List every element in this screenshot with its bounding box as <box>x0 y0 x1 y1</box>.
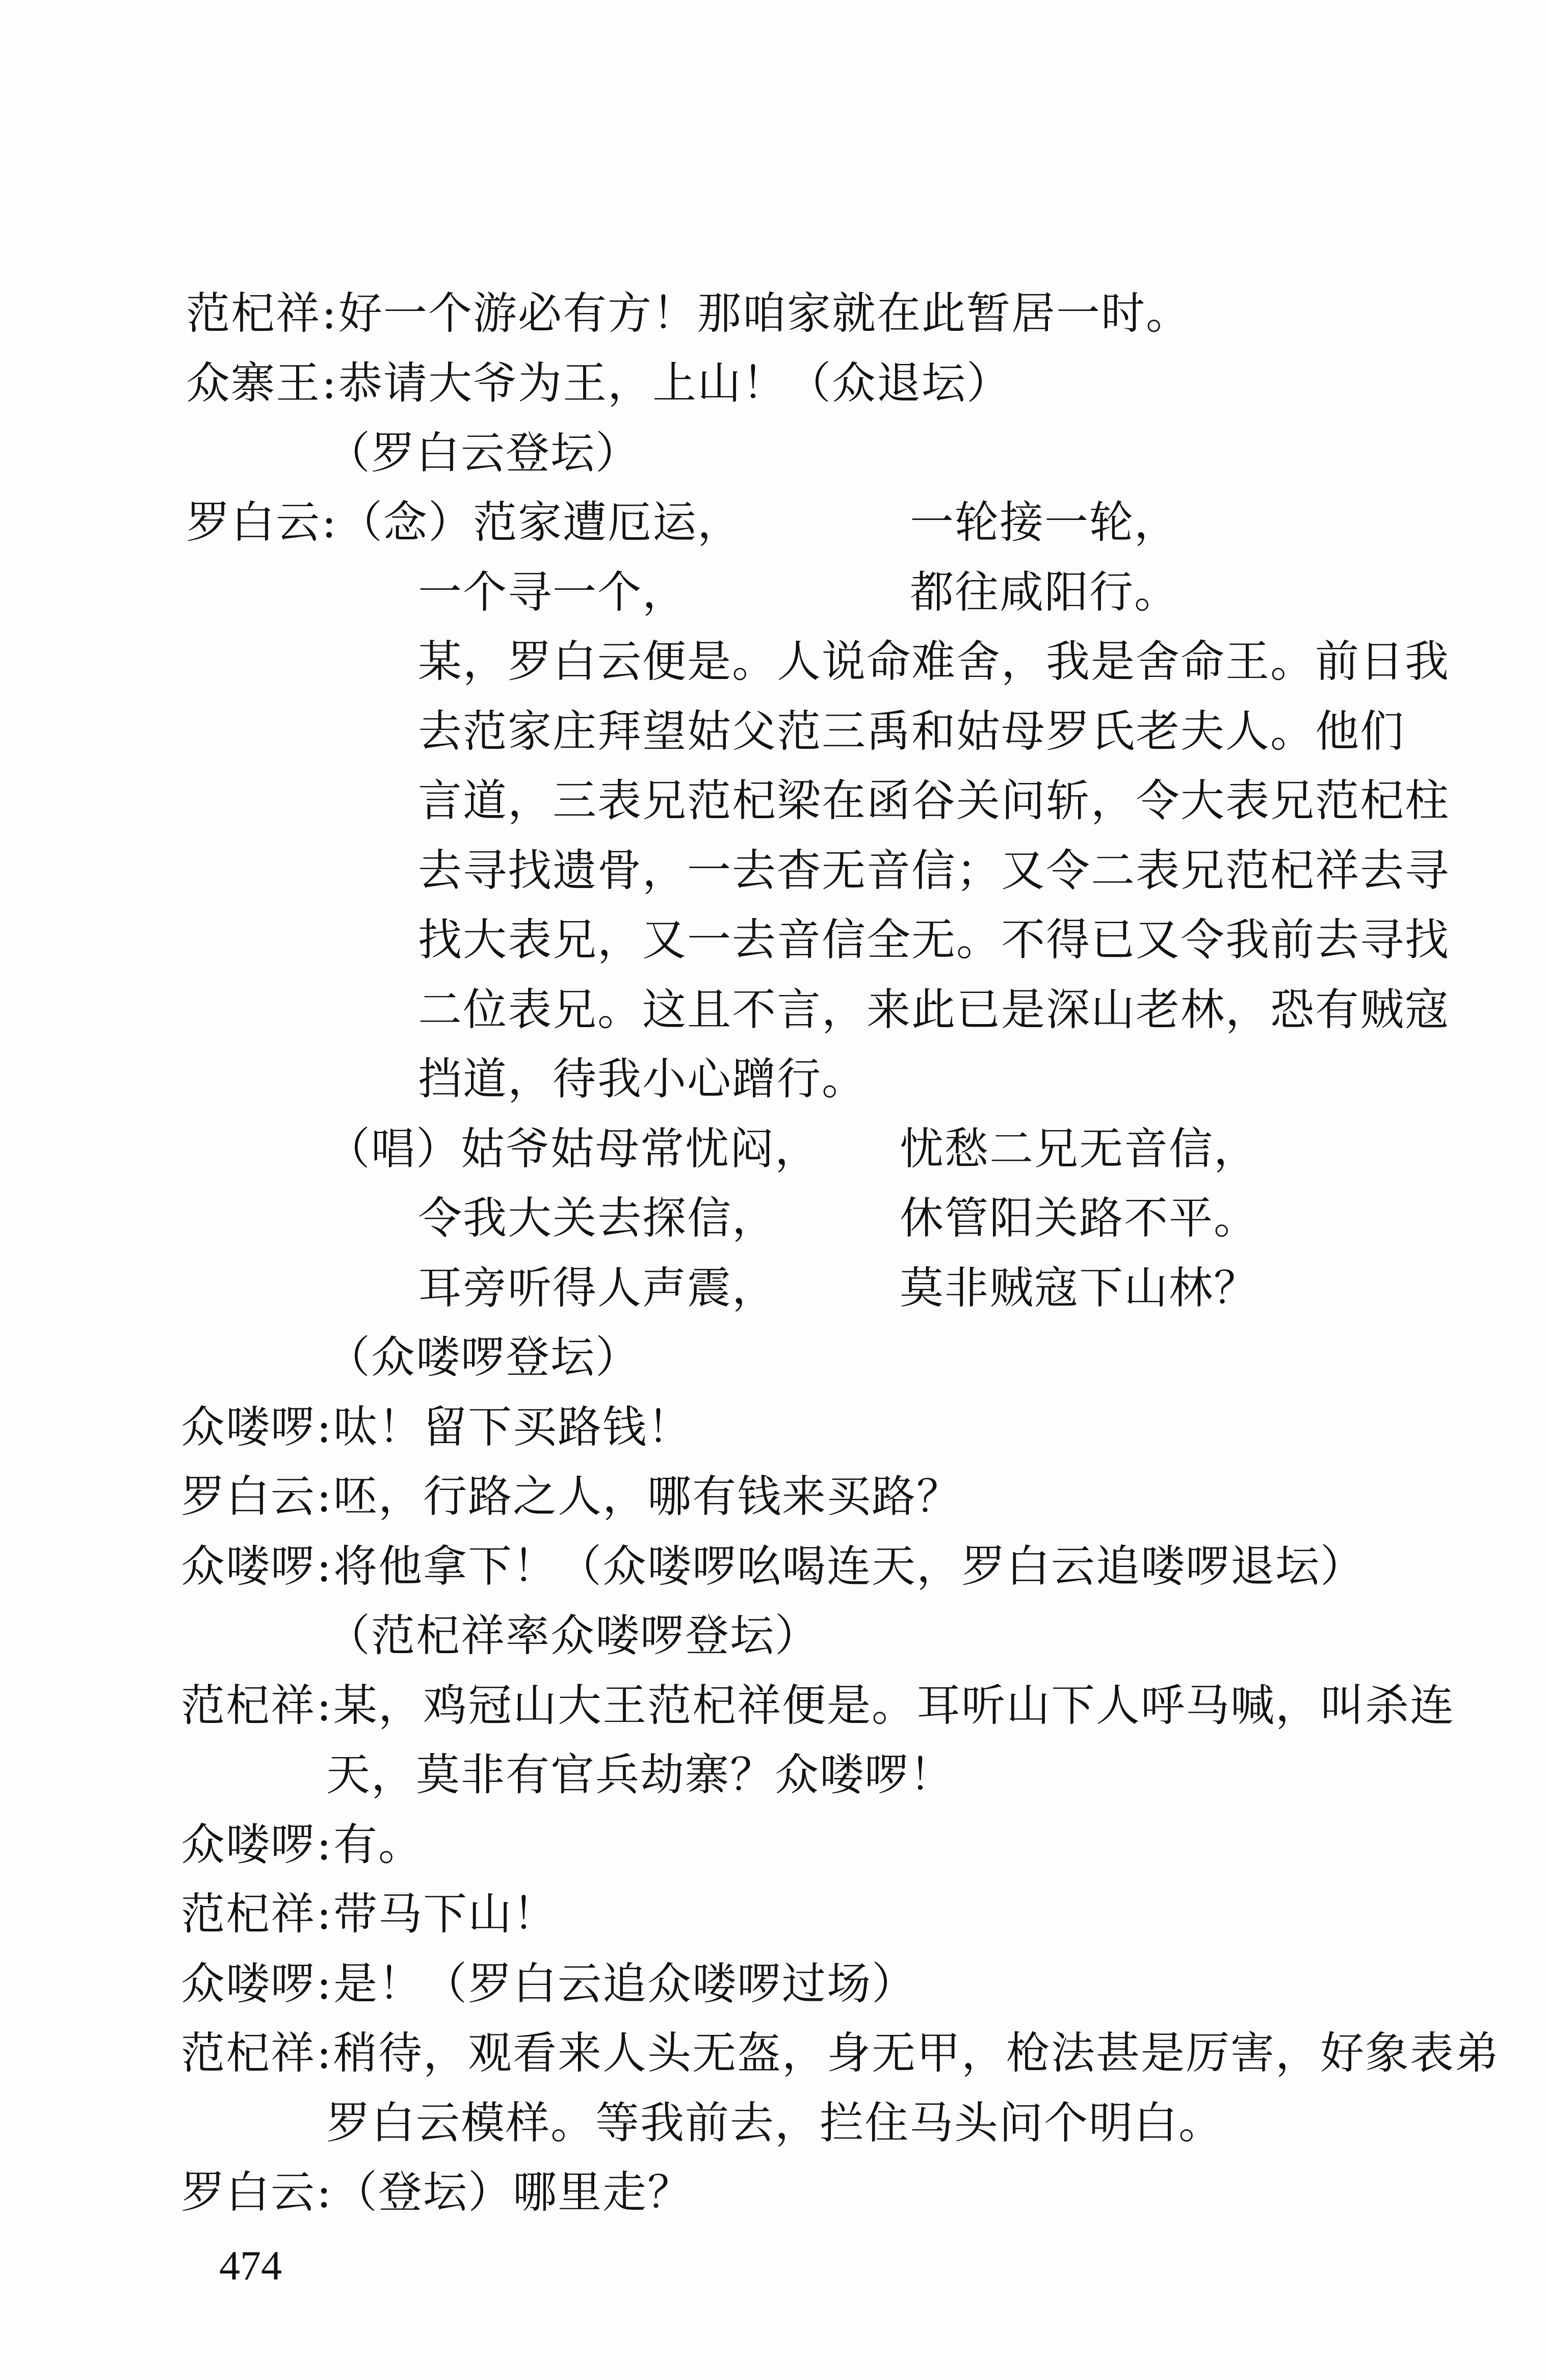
verse-second-half <box>900 1121 1259 1177</box>
speaker-colon: : <box>317 1889 332 1940</box>
prose-line <box>418 982 1450 1038</box>
speaker-name: 众寨王 <box>186 358 321 409</box>
line-text: 带马下山！ <box>333 1889 558 1940</box>
speaker-name: 众喽啰 <box>181 1402 316 1453</box>
speaker-name: 范杞祥 <box>181 1680 316 1731</box>
dialogue-line <box>186 285 1191 342</box>
verse-second-half <box>900 1260 1259 1316</box>
speaker-colon: : <box>322 497 337 548</box>
line-text: 呸，行路之人，哪有钱来买路？ <box>333 1471 961 1522</box>
speaker-colon: : <box>322 358 337 409</box>
dialogue-line <box>181 1678 1455 1734</box>
speaker-colon: : <box>317 1680 332 1731</box>
verse-first-half: 耳旁听得人声震， <box>418 1263 777 1314</box>
speaker-colon: : <box>317 1958 332 2009</box>
speaker-colon: : <box>317 2028 332 2079</box>
verse-line <box>418 1190 777 1246</box>
speaker-colon: : <box>317 1402 332 1453</box>
line-text: 都往咸阳行。 <box>910 567 1179 618</box>
stage-direction <box>326 1608 820 1664</box>
line-text: 忧愁二兄无音信， <box>900 1123 1259 1174</box>
line-text: 有。 <box>333 1819 423 1870</box>
line-text: 呔！留下买路钱！ <box>333 1402 692 1453</box>
stage-direction <box>326 1329 640 1385</box>
prose-line <box>418 703 1405 760</box>
verse-first-half: 一个寻一个， <box>418 567 687 618</box>
prose-line <box>418 912 1450 968</box>
line-text: 恭请大爷为王，上山！（众退坛） <box>338 358 1011 409</box>
line-text: 某，罗白云便是。人说命难舍，我是舍命王。前日我 <box>418 636 1450 687</box>
speaker-name: 众喽啰 <box>181 1819 316 1870</box>
line-text: （众喽啰登坛） <box>326 1332 640 1383</box>
speaker-name: 罗白云 <box>181 2167 316 2218</box>
stage-direction <box>326 425 640 481</box>
dialogue-line <box>181 1956 916 2012</box>
speaker-name: 罗白云 <box>186 497 321 548</box>
dialogue-line <box>181 1538 1365 1594</box>
prose-line <box>418 843 1450 899</box>
dialogue-line <box>181 1886 558 1942</box>
line-text: （登坛）哪里走？ <box>333 2167 692 2218</box>
speaker-colon: : <box>317 2167 332 2218</box>
verse-line <box>186 494 742 551</box>
dialogue-continuation <box>326 2095 1223 2151</box>
speaker-name: 众喽啰 <box>181 1958 316 2009</box>
verse-line <box>326 1121 820 1177</box>
speaker-colon: : <box>317 1471 332 1522</box>
dialogue-line <box>181 1399 692 1455</box>
line-text: （罗白云登坛） <box>326 428 640 479</box>
line-text: 言道，三表兄范杞梁在函谷关问斩，令大表兄范杞柱 <box>418 775 1450 826</box>
dialogue-line <box>181 2025 1500 2081</box>
dialogue-line <box>181 1469 961 1525</box>
line-text: 找大表兄，又一去音信全无。不得已又令我前去寻找 <box>418 914 1450 965</box>
verse-first-half: （念）范家遭厄运， <box>338 497 742 548</box>
line-text: 将他拿下！（众喽啰吆喝连天，罗白云追喽啰退坛） <box>333 1541 1365 1592</box>
verse-second-half <box>910 494 1179 551</box>
verse-second-half <box>910 564 1179 620</box>
line-text: 天，莫非有官兵劫寨？众喽啰！ <box>326 1749 954 1800</box>
speaker-colon: : <box>317 1541 332 1592</box>
speaker-name: 罗白云 <box>181 1471 316 1522</box>
verse-line <box>418 1260 777 1316</box>
speaker-name: 范杞祥 <box>181 1889 316 1940</box>
speaker-colon: : <box>317 1819 332 1870</box>
line-text: 罗白云模样。等我前去，拦住马头问个明白。 <box>326 2098 1223 2149</box>
verse-line <box>418 564 687 620</box>
line-text: 休管阳关路不平。 <box>900 1193 1259 1244</box>
verse-first-half: （唱）姑爷姑母常忧闷， <box>326 1123 820 1174</box>
verse-second-half <box>900 1190 1259 1246</box>
prose-line <box>418 773 1450 829</box>
line-text: 好一个游必有方！那咱家就在此暂居一时。 <box>338 288 1191 339</box>
line-text: 某，鸡冠山大王范杞祥便是。耳听山下人呼马喊，叫杀连 <box>333 1680 1455 1731</box>
dialogue-line <box>181 1817 423 1873</box>
speaker-name: 众喽啰 <box>181 1541 316 1592</box>
line-text: 是！（罗白云追众喽啰过场） <box>333 1958 916 2009</box>
speaker-colon: : <box>322 288 337 339</box>
prose-line <box>418 1051 867 1107</box>
dialogue-continuation <box>326 1747 954 1803</box>
line-text: （范杞祥率众喽啰登坛） <box>326 1610 820 1661</box>
page-number: 474 <box>219 2242 282 2289</box>
line-text: 二位表兄。这且不言，来此已是深山老林，恐有贼寇 <box>418 984 1450 1035</box>
prose-line <box>418 634 1450 690</box>
verse-first-half: 令我大关去探信， <box>418 1193 777 1244</box>
line-text: 莫非贼寇下山林？ <box>900 1263 1259 1314</box>
line-text: 稍待，观看来人头无盔，身无甲，枪法甚是厉害，好象表弟 <box>333 2028 1500 2079</box>
dialogue-line <box>181 2164 692 2220</box>
line-text: 挡道，待我小心蹭行。 <box>418 1054 867 1105</box>
line-text: 去寻找遗骨，一去杳无音信；又令二表兄范杞祥去寻 <box>418 845 1450 896</box>
speaker-name: 范杞祥 <box>181 2028 316 2079</box>
dialogue-line <box>186 355 1011 411</box>
line-text: 去范家庄拜望姑父范三禹和姑母罗氏老夫人。他们 <box>418 706 1405 757</box>
line-text: 一轮接一轮， <box>910 497 1179 548</box>
speaker-name: 范杞祥 <box>186 288 321 339</box>
